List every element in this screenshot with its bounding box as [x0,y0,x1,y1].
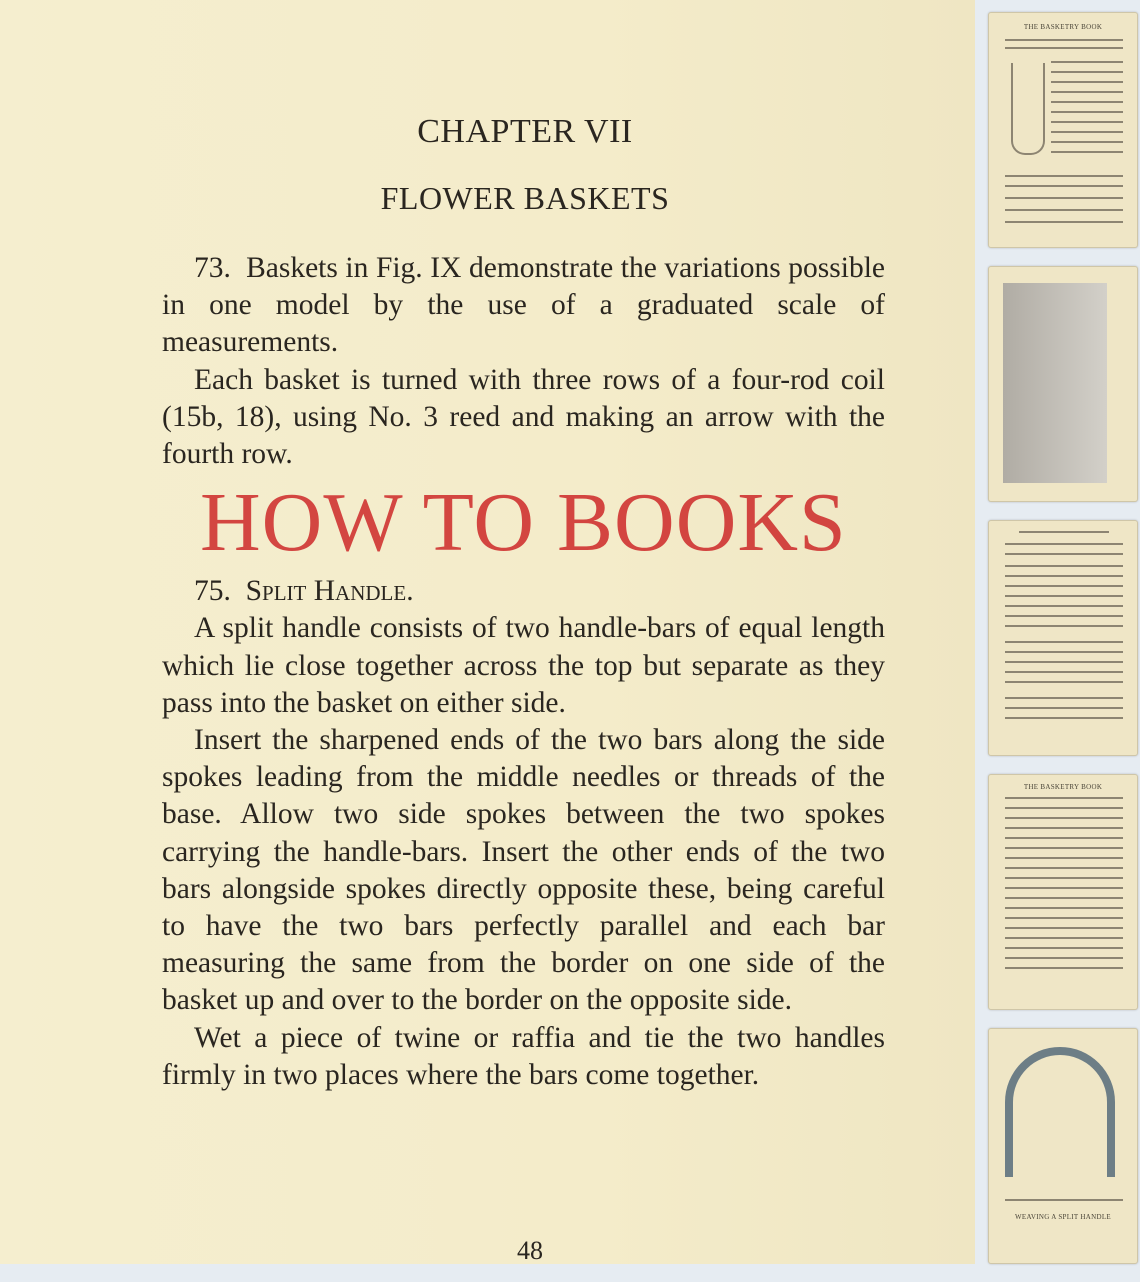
section-number: 75. [194,575,231,608]
chapter-number: CHAPTER VII [417,113,633,150]
thumbnail-strip [988,12,1138,1282]
section-number: 73. [194,252,231,284]
paragraph: A split handle consists of two handle-bars of equal length which lie close together across the top but separate as they pass into the basket on either side. [162,612,885,719]
paragraph: Each basket is turned with three rows of a four-rod coil (15b, 18), using No. 3 reed and making an arrow with the fourth row. [162,363,885,471]
thumbnail-illustration[interactable] [988,1028,1138,1264]
paragraph: Insert the sharpened ends of the two bars along the side spokes leading from the middle needles or threads of the base. Allow two side spokes between the two spokes carrying the handle-bars. Insert the other ends of the two bars alongside spokes directly opposite these, being careful to have the two bars perfectly parallel and each bar measuring the same from the border on one side of the basket up and over to the border on the opposite side. [162,724,885,1017]
section-title: Split Handle. [245,575,414,608]
thumbnail-running-head: THE BASKETRY BOOK [1023,23,1103,31]
paragraph: Wet a piece of twine or raffia and tie the two handles firmly in two places where the bars come together. [162,1021,885,1091]
thumbnail-page[interactable] [988,774,1138,1010]
thumbnail-page[interactable] [988,12,1138,248]
paragraph-text: Baskets in Fig. IX demonstrate the variations possible in one model by the use of a graduated scale of measurements. [162,252,886,359]
thumbnail-plate[interactable] [988,266,1138,502]
handle-illustration [1005,1047,1115,1177]
thumbnail-running-head: THE BASKETRY BOOK [1023,783,1103,791]
paragraph-73 [162,250,885,362]
basket-photo [1003,283,1107,483]
watermark: HOW TO BOOKS [200,476,847,570]
page-body [162,250,885,1094]
thumbnail-caption: WEAVING A SPLIT HANDLE [1015,1213,1111,1221]
thumbnail-page[interactable] [988,520,1138,756]
page-number: 48 [517,1236,543,1264]
section-heading [162,573,885,610]
chapter-title: FLOWER BASKETS [380,180,670,216]
